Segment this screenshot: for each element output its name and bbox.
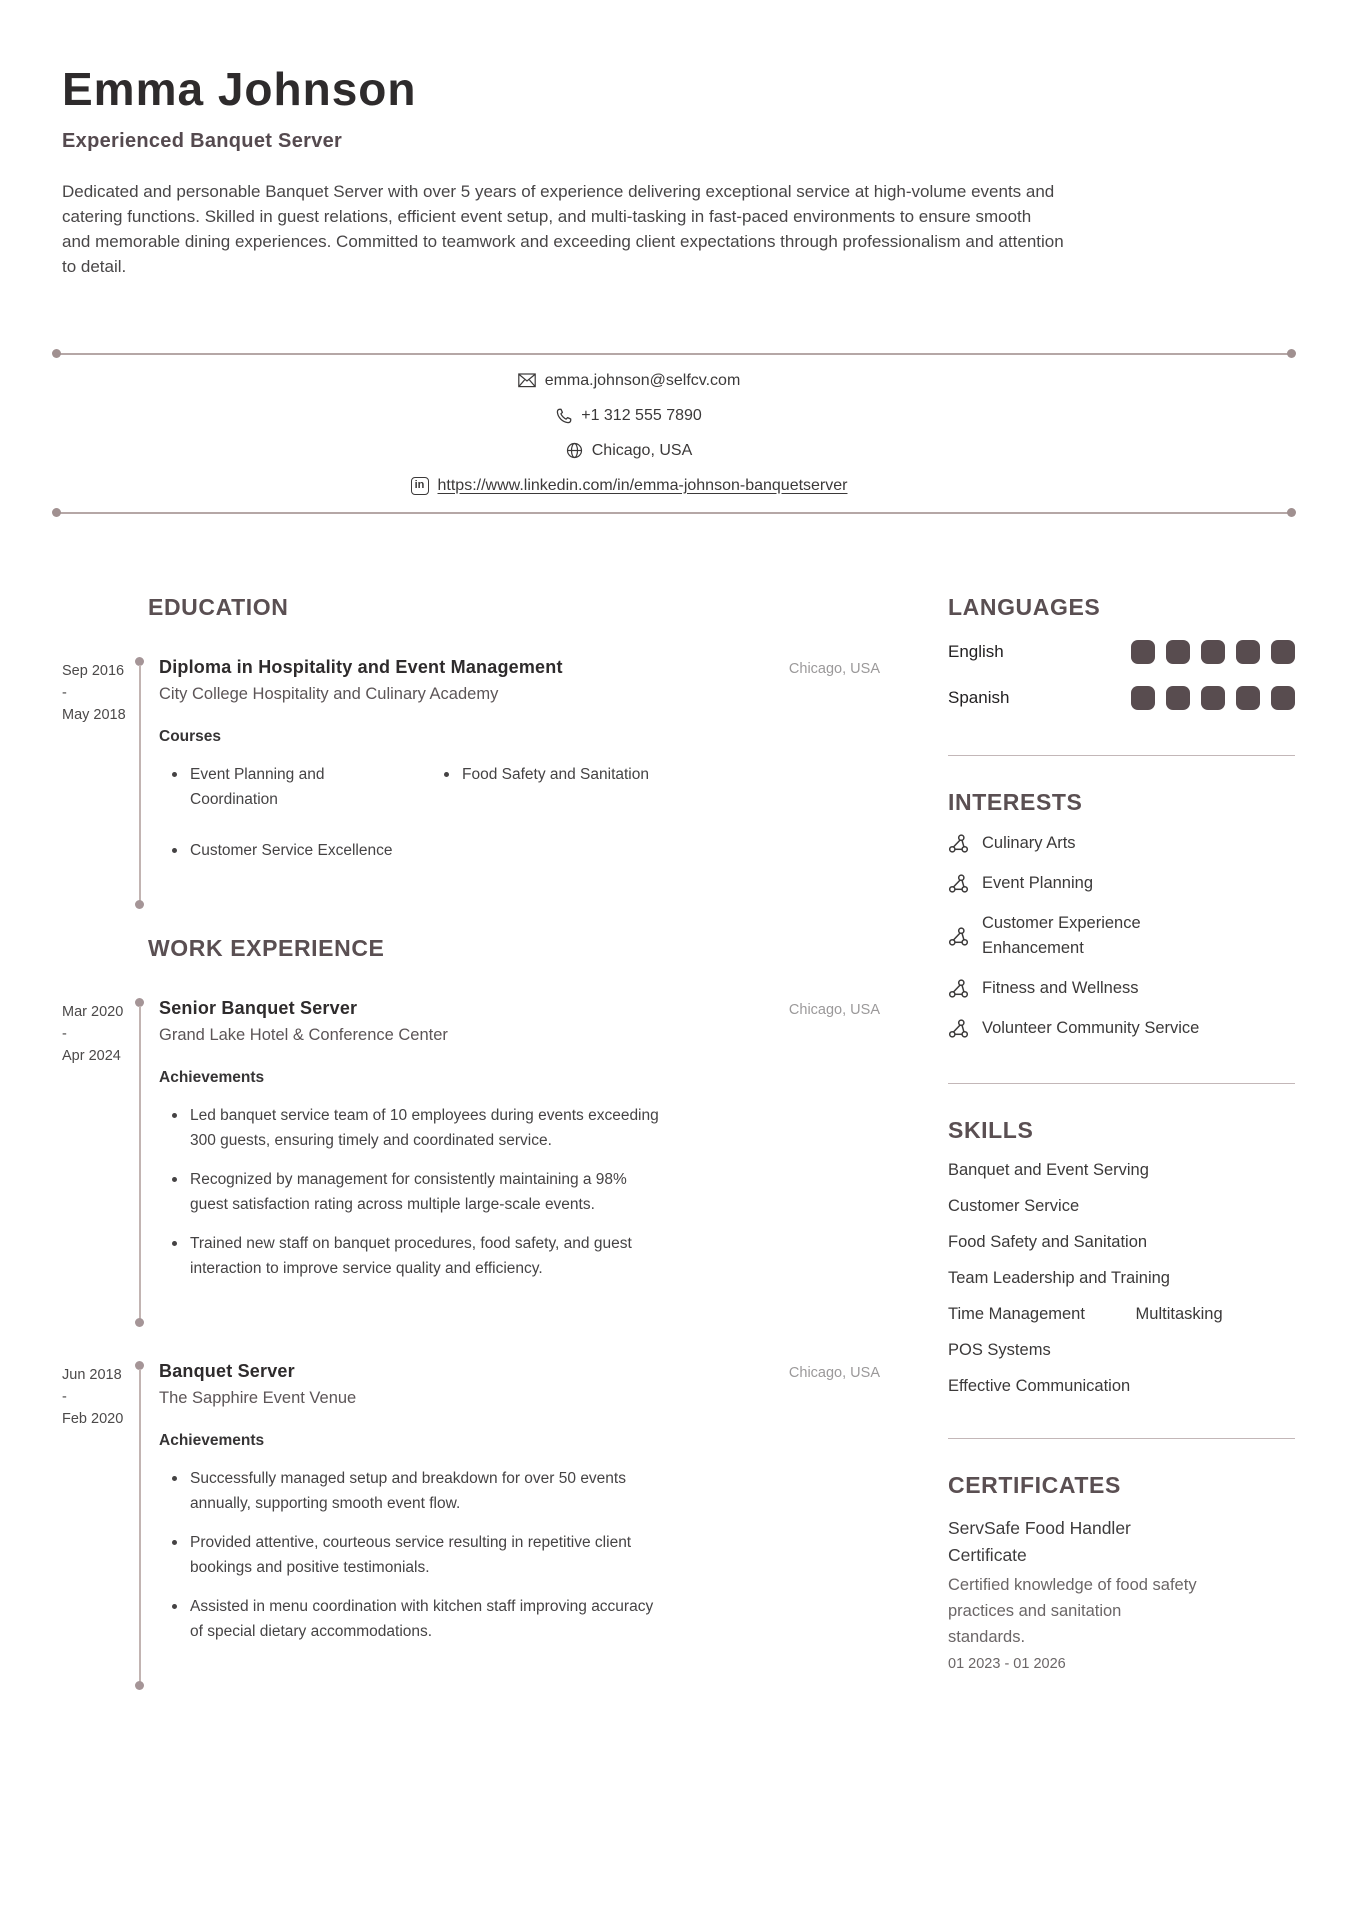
interest-label: Customer Experience Enhancement [982, 914, 1141, 957]
contact-list [53, 355, 1295, 512]
linkedin-icon: in [411, 477, 429, 495]
certificate-dates: 01 2023 - 01 2026 [948, 1656, 1066, 1672]
work-title-row [159, 1361, 880, 1382]
interest-label: Culinary Arts [982, 834, 1076, 852]
achievement-item: Provided attentive, courteous service resulting in repetitive client bookings and positive testimonials. [159, 1530, 664, 1580]
work-title-row [159, 998, 880, 1019]
language-row [948, 683, 1295, 713]
achievements-list [159, 1466, 880, 1644]
contact-location: Chicago, USA [591, 441, 693, 459]
certificates-section [948, 1439, 1295, 1672]
interest-item [948, 1016, 1295, 1041]
degree-title: Diploma in Hospitality and Event Management [159, 657, 563, 677]
timeline [134, 657, 146, 907]
skills-section [948, 1084, 1295, 1396]
skill-item: Banquet and Event Serving [948, 1161, 1149, 1179]
level-square [1131, 640, 1155, 664]
interest-label: Fitness and Wellness [982, 979, 1139, 997]
education-title-row [159, 657, 880, 678]
achievements-label: Achievements [159, 1432, 265, 1449]
timeline [134, 1361, 146, 1688]
contact-phone: +1 312 555 7890 [581, 406, 702, 424]
achievements-list [159, 1103, 880, 1281]
language-name: Spanish [948, 688, 1010, 707]
hobby-icon [948, 978, 969, 999]
main-content [0, 594, 1350, 1688]
work-entry [62, 998, 880, 1325]
contact-email-row [53, 363, 1205, 398]
language-level-squares [1131, 686, 1295, 710]
job-title: Senior Banquet Server [159, 998, 358, 1018]
timeline-line [139, 1369, 141, 1684]
work-section-title: WORK EXPERIENCE [148, 935, 385, 961]
level-square [1166, 640, 1190, 664]
date-separator: - [62, 1389, 67, 1405]
level-square [1271, 640, 1295, 664]
hobby-icon [948, 1018, 969, 1039]
skill-item: Team Leadership and Training [948, 1269, 1170, 1287]
interests-section-title: INTERESTS [948, 789, 1083, 815]
linkedin-link[interactable]: https://www.linkedin.com/in/emma-johnson-banquetserver [437, 476, 848, 494]
contact-location-row [53, 433, 1205, 468]
work-dates [62, 1361, 134, 1688]
person-job-title: Experienced Banquet Server [62, 130, 343, 152]
contact-email: emma.johnson@selfcv.com [544, 371, 741, 389]
job-location: Chicago, USA [788, 1002, 880, 1018]
right-column [948, 594, 1295, 1688]
work-entry-body [159, 998, 880, 1325]
person-name: Emma Johnson [62, 63, 417, 115]
skill-item: Customer Service [948, 1197, 1080, 1215]
timeline-dot [135, 900, 144, 909]
interest-item [948, 871, 1295, 896]
bottom-divider [53, 512, 1295, 514]
timeline-line [139, 1006, 141, 1321]
certificate-name: ServSafe Food Handler Certificate [948, 1518, 1131, 1565]
skill-item: Effective Communication [948, 1377, 1131, 1395]
level-square [1131, 686, 1155, 710]
interest-item [948, 911, 1295, 961]
education-dates [62, 657, 134, 907]
left-column [62, 594, 880, 1688]
timeline-dot [135, 1318, 144, 1327]
achievement-item: Trained new staff on banquet procedures, food safety, and guest interaction to improve service quality and efficiency. [159, 1231, 664, 1281]
achievement-item: Assisted in menu coordination with kitchen staff improving accuracy of special dietary accommodations. [159, 1594, 664, 1644]
skill-item: Multitasking [1135, 1305, 1223, 1323]
achievements-label: Achievements [159, 1069, 265, 1086]
interest-item [948, 831, 1295, 856]
education-section-title: EDUCATION [148, 594, 289, 620]
level-square [1236, 686, 1260, 710]
language-level-squares [1131, 640, 1295, 664]
interest-label: Volunteer Community Service [982, 1019, 1200, 1037]
level-square [1201, 686, 1225, 710]
language-row [948, 637, 1295, 667]
interests-section [948, 756, 1295, 1041]
skill-item: POS Systems [948, 1341, 1051, 1359]
timeline-line [139, 665, 141, 903]
skills-section-title: SKILLS [948, 1117, 1034, 1143]
company-name: Grand Lake Hotel & Conference Center [159, 1026, 448, 1044]
date-separator: - [62, 685, 67, 701]
hobby-icon [948, 873, 969, 894]
course-item: Customer Service Excellence [159, 838, 394, 863]
top-divider [53, 353, 1295, 355]
languages-section-title: LANGUAGES [948, 594, 1101, 620]
hobby-icon [948, 833, 969, 854]
work-entry [62, 1361, 880, 1688]
skill-item: Time Management [948, 1305, 1085, 1323]
achievement-item: Led banquet service team of 10 employees during events exceeding 300 guests, ensuring timely and coordinated service. [159, 1103, 664, 1153]
skill-item: Food Safety and Sanitation [948, 1233, 1148, 1251]
date-start: Sep 2016 [62, 663, 125, 679]
interest-label: Event Planning [982, 874, 1093, 892]
date-start: Mar 2020 [62, 1004, 124, 1020]
interest-item [948, 976, 1295, 1001]
summary-text: Dedicated and personable Banquet Server with over 5 years of experience delivering exceptional service at high-volume events and catering functions. Skilled in guest relations, efficient event setup, and multi-tasking in fast-paced environments to ensure smooth and memorable dining experiences. Committed to teamwork and exceeding client expectations through professionalism and attention to detail. [62, 182, 1064, 276]
date-end: May 2018 [62, 707, 126, 723]
school-name: City College Hospitality and Culinary Academy [159, 685, 499, 703]
company-name: The Sapphire Event Venue [159, 1389, 357, 1407]
timeline [134, 998, 146, 1325]
job-location: Chicago, USA [788, 1365, 880, 1381]
timeline-dot [135, 1681, 144, 1690]
level-square [1236, 640, 1260, 664]
work-entry-body [159, 1361, 880, 1688]
achievement-item: Recognized by management for consistently maintaining a 98% guest satisfaction rating across multiple large-scale events. [159, 1167, 664, 1217]
education-entry-body [159, 657, 880, 907]
date-end: Apr 2024 [62, 1048, 121, 1064]
contact-linkedin-row [53, 468, 1205, 503]
education-location: Chicago, USA [788, 661, 880, 677]
certificate-description: Certified knowledge of food safety practices and sanitation standards. [948, 1576, 1197, 1646]
skill-row [948, 1305, 1295, 1324]
course-item: Event Planning and Coordination [159, 762, 394, 812]
courses-label: Courses [159, 728, 222, 745]
date-separator: - [62, 1026, 67, 1042]
contact-phone-row [53, 398, 1205, 433]
level-square [1271, 686, 1295, 710]
language-name: English [948, 642, 1004, 661]
courses-list [159, 762, 880, 877]
level-square [1201, 640, 1225, 664]
job-title: Banquet Server [159, 1361, 295, 1381]
course-item: Food Safety and Sanitation [431, 762, 880, 812]
date-end: Feb 2020 [62, 1411, 124, 1427]
work-dates [62, 998, 134, 1325]
hobby-icon [948, 926, 969, 947]
date-start: Jun 2018 [62, 1367, 122, 1383]
education-entry [62, 657, 880, 907]
globe-icon [566, 442, 583, 459]
certificates-section-title: CERTIFICATES [948, 1472, 1121, 1498]
resume-header [0, 0, 1350, 279]
achievement-item: Successfully managed setup and breakdown for over 50 events annually, supporting smooth event flow. [159, 1466, 664, 1516]
phone-icon [556, 408, 572, 424]
level-square [1166, 686, 1190, 710]
contact-section [53, 353, 1295, 514]
envelope-icon [518, 373, 536, 388]
